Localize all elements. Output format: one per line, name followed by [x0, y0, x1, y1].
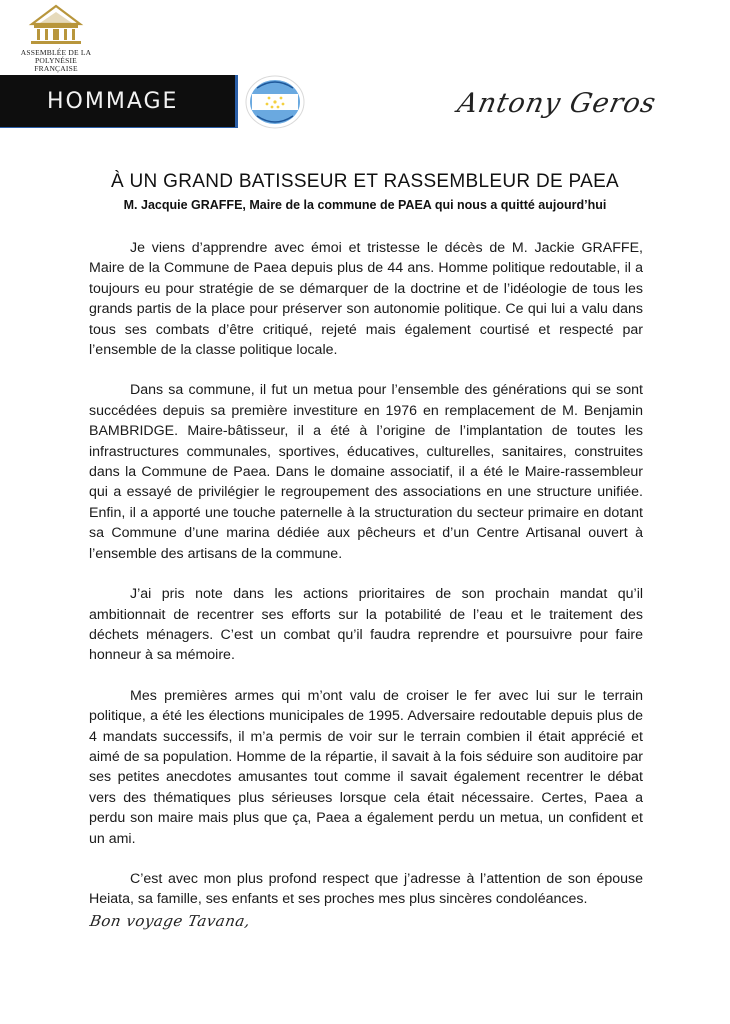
article-body — [89, 238, 643, 930]
paragraph: Je viens d’apprendre avec émoi et tristesse le décès de M. Jackie GRAFFE, Maire de la Commune de Paea depuis plus de 44 ans. Homme politique redoutable, il a toujours eu pour stratégie de se démarquer de la doctrine et de l’idéologie de tous les grands partis de la place pour préserver son autonomie politique. Ce qui lui a valu dans tous ses combats d’être critiqué, rejeté mais également courtisé et respecté par l’ensemble de la classe politique locale. — [89, 240, 643, 359]
page-title: À UN GRAND BATISSEUR ET RASSEMBLEUR DE PAEA — [110, 171, 620, 192]
paragraph: Dans sa commune, il fut un metua pour l’ensemble des générations qui se sont succédées depuis sa première investiture en 1976 en remplacement de M. Benjamin BAMBRIDGE. Maire-bâtisseur, il a été à l’origine de l’implantation de toutes les infrastructures communales, sportives, éducatives, culturelles, sanitaires, construites dans la Commune de Paea. Dans le domaine associatif, il a été le Maire-rassembleur qui a essayé de privilégier le regroupement des associations en une structure unifiée. Enfin, il a apporté une touche paternelle à la structuration du secteur primaire en dotant sa Commune d’une marina dédiée aux pêcheurs et d’un Centre Artisanal ouvert à l’ensemble des artisans de la commune. — [89, 382, 643, 562]
party-emblem-icon — [243, 74, 307, 130]
assembly-logo — [14, 4, 98, 74]
paragraph: J’ai pris note dans les actions prioritaires de son prochain mandat qu’il ambitionnait de recentrer ses efforts sur la potabilité de l’eau et le traitement des déchets ménagers. C’est un combat qu’il faudra reprendre et poursuivre pour faire honneur à sa mémoire. — [89, 586, 643, 664]
section-label: HOMMAGE — [47, 89, 179, 114]
paragraph: Mes premières armes qui m’ont valu de croiser le fer avec lui sur le terrain politique, a été les élections municipales de 1995. Adversaire redoutable depuis plus de 4 mandats successifs, il m’a permis de voir sur le terrain combien il était apprécié et aimé de sa population. Homme de la répartie, il savait à la fois séduire son auditoire par ses petites anecdotes amusantes tout comme il savait également recentrer le débat vers des thématiques plus sérieuses lorsque cela était nécessaire. Certes, Paea a perdu son maire mais plus que ça, Paea a également perdu un metua, un confident et un ami. — [89, 687, 643, 847]
assembly-building-icon — [26, 4, 86, 48]
page-subtitle: M. Jacquie GRAFFE, Maire de la commune de PAEA qui nous a quitté aujourd’hui — [123, 198, 607, 212]
closing-signature: Bon voyage Tavana, — [88, 912, 252, 930]
assembly-name: ASSEMBLÉE DE LA POLYNÉSIE FRANÇAISE — [20, 48, 92, 73]
section-banner — [0, 75, 238, 128]
party-logo — [243, 74, 307, 130]
paragraph: C’est avec mon plus profond respect que j’adresse à l’attention de son épouse Heiata, sa famille, ses enfants et ses proches mes plus sincères condoléances. — [89, 870, 643, 908]
signature-top: Antony Geros — [454, 88, 660, 119]
